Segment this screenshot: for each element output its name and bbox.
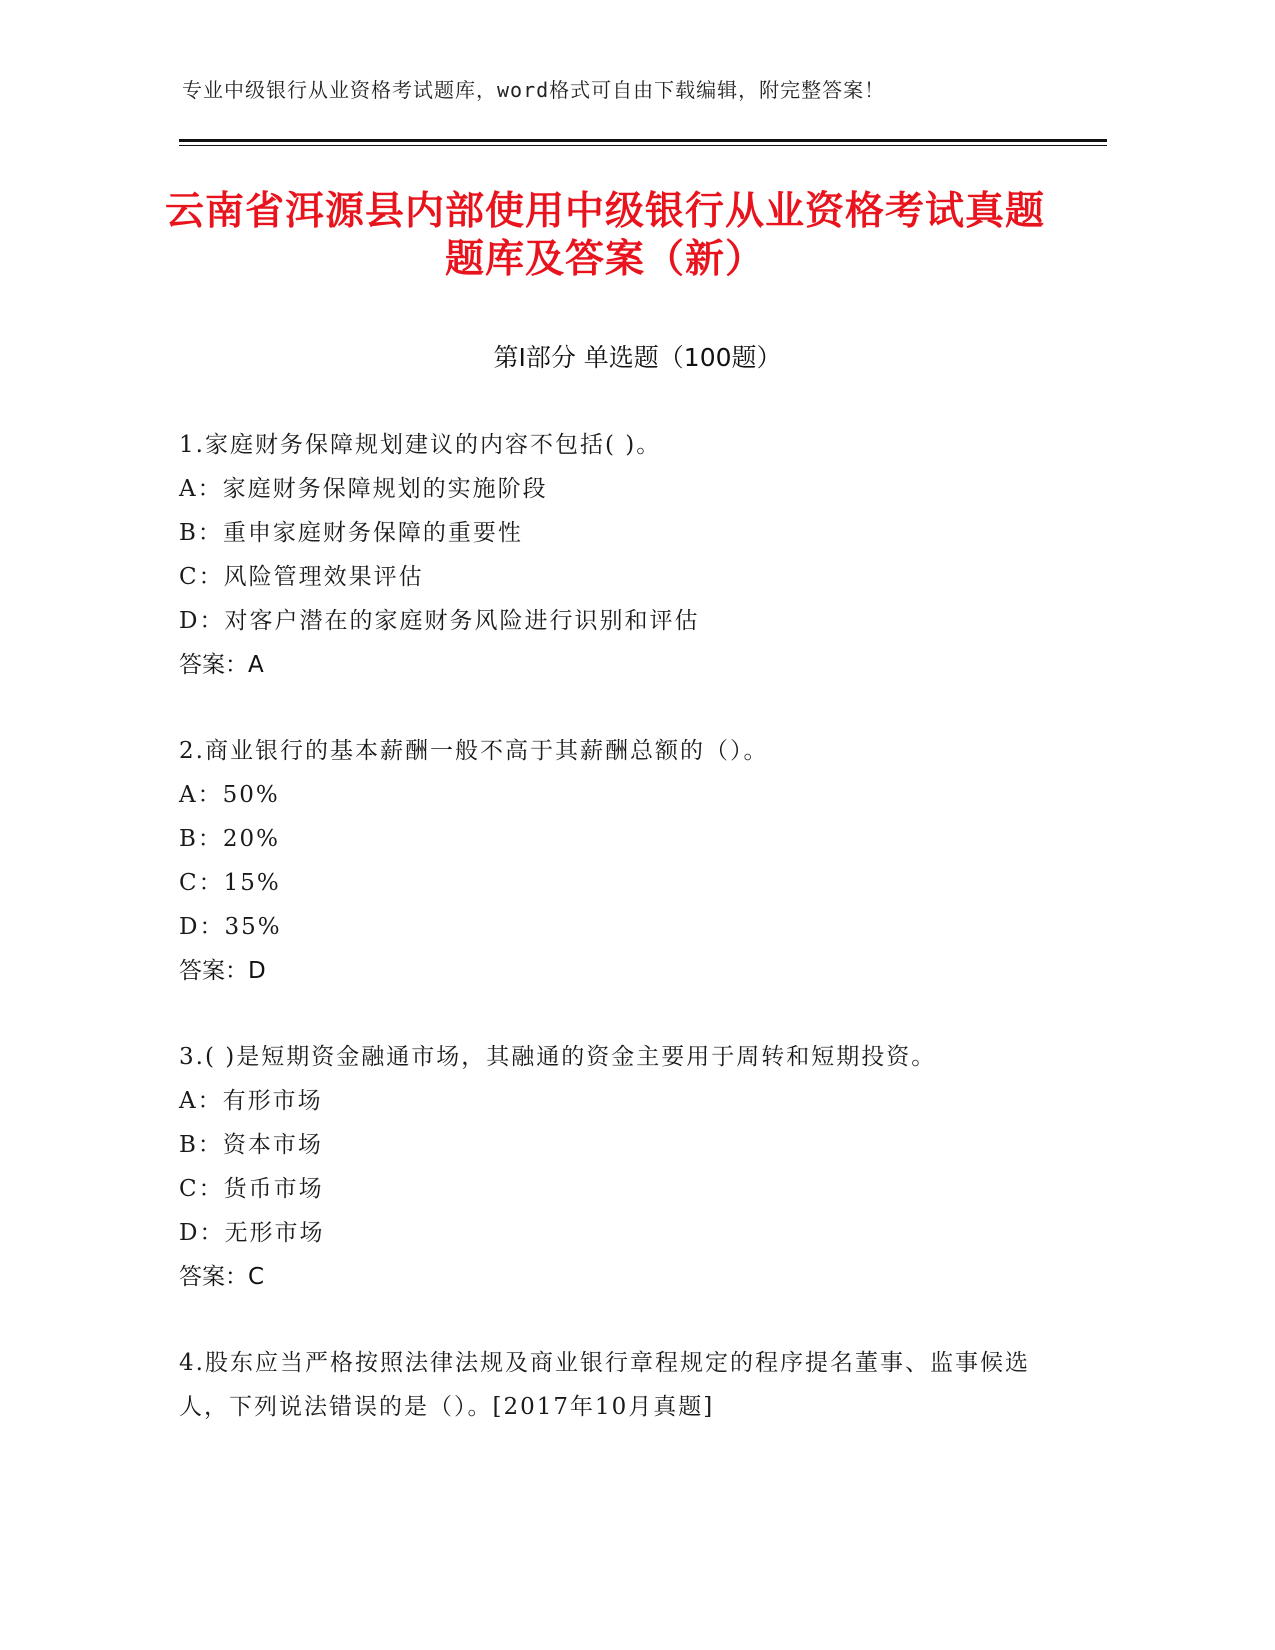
question-stem: 4.股东应当严格按照法律法规及商业银行章程规定的程序提名董事、监事候选人，下列说法错误的是（）。[2017年10月真题] — [179, 1350, 1030, 1420]
answer-label: 答案：A — [179, 652, 264, 678]
question-list — [179, 423, 1039, 1429]
section-title: 第Ⅰ部分 单选题（100题） — [493, 343, 782, 372]
question-stem: 3.( )是短期资金融通市场，其融通的资金主要用于周转和短期投资。 — [179, 1044, 937, 1070]
option-d: D：35% — [179, 914, 282, 940]
option-a: A：有形市场 — [179, 1088, 323, 1114]
option-a: A：50% — [179, 782, 280, 808]
option-b: B：重申家庭财务保障的重要性 — [179, 520, 523, 546]
option-c: C：15% — [179, 870, 281, 896]
option-b: B：20% — [179, 826, 281, 852]
header-note: 专业中级银行从业资格考试题库，word格式可自由下载编辑，附完整答案！ — [182, 78, 886, 102]
option-b: B：资本市场 — [179, 1132, 323, 1158]
answer-label: 答案：D — [179, 958, 266, 984]
option-c: C：风险管理效果评估 — [179, 564, 424, 590]
question-stem: 1.家庭财务保障规划建议的内容不包括( )。 — [179, 432, 662, 458]
document-title: 云南省洱源县内部使用中级银行从业资格考试真题题库及答案（新） — [164, 189, 1045, 282]
option-c: C：货币市场 — [179, 1176, 324, 1202]
question-gap — [179, 993, 1039, 1035]
question-3 — [179, 1035, 1039, 1299]
header-rule-thick — [179, 139, 1107, 142]
question-2 — [179, 729, 1039, 993]
question-gap — [179, 1299, 1039, 1341]
option-a: A：家庭财务保障规划的实施阶段 — [179, 476, 548, 502]
header-rule-thin — [179, 145, 1107, 146]
option-d: D：无形市场 — [179, 1220, 325, 1246]
question-4 — [179, 1341, 1039, 1429]
question-1 — [179, 423, 1039, 687]
question-gap — [179, 687, 1039, 729]
question-stem: 2.商业银行的基本薪酬一般不高于其薪酬总额的（）。 — [179, 738, 769, 764]
option-d: D：对客户潜在的家庭财务风险进行识别和评估 — [179, 608, 700, 634]
answer-label: 答案：C — [179, 1264, 265, 1290]
